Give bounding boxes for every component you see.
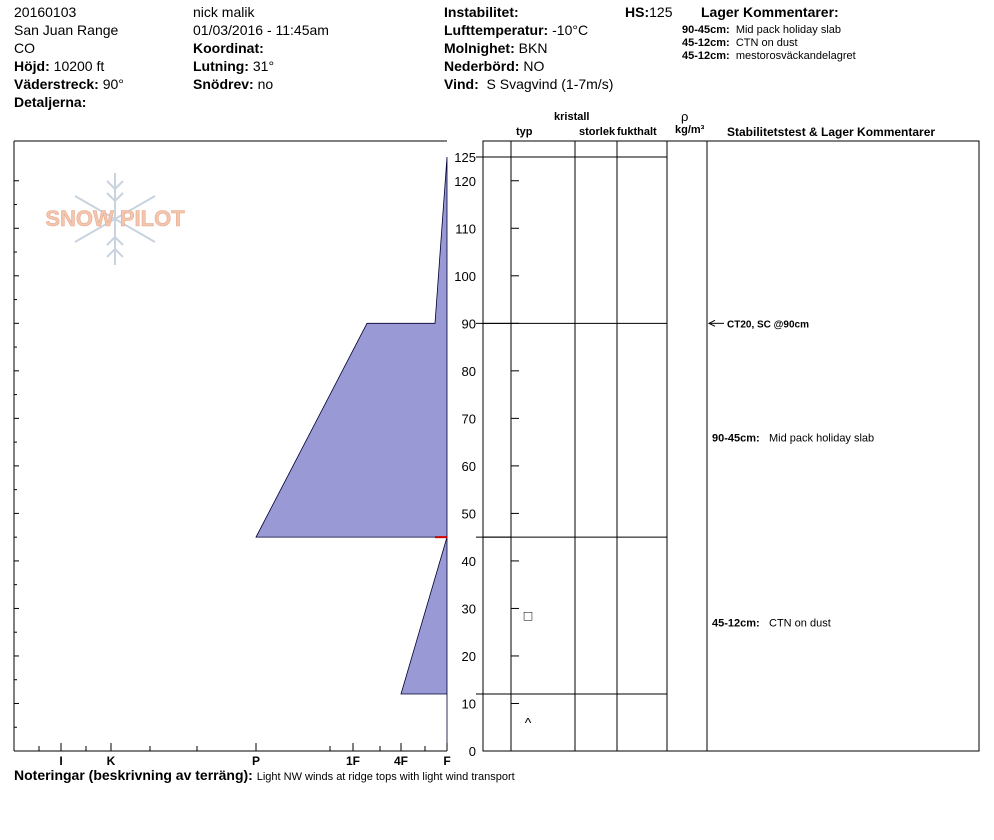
cloud-value: BKN: [518, 40, 548, 56]
layer-annotation-range: 90-45cm:: [712, 432, 760, 445]
datetime: 01/03/2016 - 11:45am: [193, 22, 329, 38]
layer-comment-text: Mid pack holiday slab: [735, 24, 841, 36]
layer-comment-range: 45-12cm:: [682, 37, 730, 49]
col-size-header: storlek: [579, 126, 616, 138]
observer: nick malik: [193, 4, 255, 20]
layer-comment-text: mestorosväckandelagret: [735, 50, 856, 62]
y-tick-label: 10: [461, 696, 476, 712]
y-tick-label: 0: [468, 744, 476, 759]
layer-annotation-range: 45-12cm:: [712, 617, 760, 630]
layer-comment-range: 45-12cm:: [682, 50, 730, 62]
layer-comment-range: 90-45cm:: [682, 24, 730, 36]
col-density-unit: kg/m³: [675, 124, 705, 136]
notes-row: [14, 767, 515, 784]
y-tick-label: 60: [461, 458, 476, 474]
slope-label: Lutning:: [193, 58, 249, 74]
grain-type-symbol: ^: [524, 714, 532, 731]
range-name: San Juan Range: [14, 22, 119, 38]
y-tick-label: 70: [461, 411, 476, 427]
hardness-tick-label: P: [251, 754, 261, 768]
air-temp-label: Lufttemperatur:: [444, 22, 549, 38]
layer-annotation-text: CTN on dust: [769, 617, 831, 630]
y-tick-label: 100: [454, 268, 476, 284]
hardness-tick-label: 4F: [393, 754, 409, 768]
hardness-tick-label: K: [106, 754, 116, 768]
snowpilot-logo: [45, 173, 185, 265]
y-tick-label: 30: [461, 601, 476, 617]
y-tick-label: 90: [461, 316, 476, 332]
hardness-tick-label: 1F: [345, 754, 361, 768]
y-tick-label: 125: [454, 150, 476, 165]
hs-value: 125: [649, 4, 673, 20]
hs-label: HS:: [625, 4, 650, 20]
elevation-label: Höjd:: [14, 58, 50, 74]
hardness-profile-area: [256, 157, 447, 751]
col-density-symbol: ρ: [681, 109, 689, 124]
precip-value: NO: [523, 58, 545, 74]
y-tick-label: 40: [461, 553, 476, 569]
y-tick-label: 110: [455, 221, 476, 237]
logo-text: SNOW PILOT: [45, 206, 185, 231]
col-crystal-header: kristall: [554, 111, 590, 123]
grain-type-symbol: □: [523, 607, 533, 624]
air-temp-value: -10°C: [552, 22, 589, 38]
layer-table-frame: [483, 141, 979, 751]
aspect-value: 90°: [102, 76, 124, 92]
y-tick-label: 50: [461, 506, 476, 522]
col-moisture-header: fukthalt: [617, 126, 657, 138]
elevation-value: 10200 ft: [53, 58, 105, 74]
instability-label: Instabilitet:: [444, 4, 519, 20]
y-tick-label: 120: [454, 173, 476, 189]
date-code: 20160103: [14, 4, 77, 20]
hardness-tick-label: F: [443, 754, 451, 768]
coordinate-label: Koordinat:: [193, 40, 264, 56]
layer-annotation-text: Mid pack holiday slab: [769, 432, 875, 445]
stability-test-label: CT20, SC @90cm: [727, 319, 810, 331]
state: CO: [14, 40, 35, 56]
notes-text: Light NW winds at ridge tops with light wind transport: [256, 771, 515, 783]
aspect-label: Väderstreck:: [14, 76, 99, 92]
details-label: Detaljerna:: [14, 94, 87, 110]
layer-comments-title: Lager Kommentarer:: [701, 4, 839, 20]
col-stability-header: Stabilitetstest & Lager Kommentarer: [727, 125, 936, 139]
y-tick-label: 20: [461, 648, 476, 664]
slope-value: 31°: [252, 58, 275, 74]
layer-comment-text: CTN on dust: [735, 37, 798, 49]
col-type-header: typ: [516, 126, 533, 138]
snowdrift-value: no: [257, 76, 274, 92]
cloud-label: Molnighet:: [444, 40, 515, 56]
hardness-tick-label: I: [59, 754, 63, 768]
wind-label: Vind:: [444, 76, 479, 92]
y-tick-label: 80: [461, 363, 476, 379]
precip-label: Nederbörd:: [444, 58, 520, 74]
wind-value: S Svagvind (1-7m/s): [486, 76, 614, 92]
notes-label: Noteringar (beskrivning av terräng):: [14, 767, 253, 783]
snowdrift-label: Snödrev:: [193, 76, 254, 92]
